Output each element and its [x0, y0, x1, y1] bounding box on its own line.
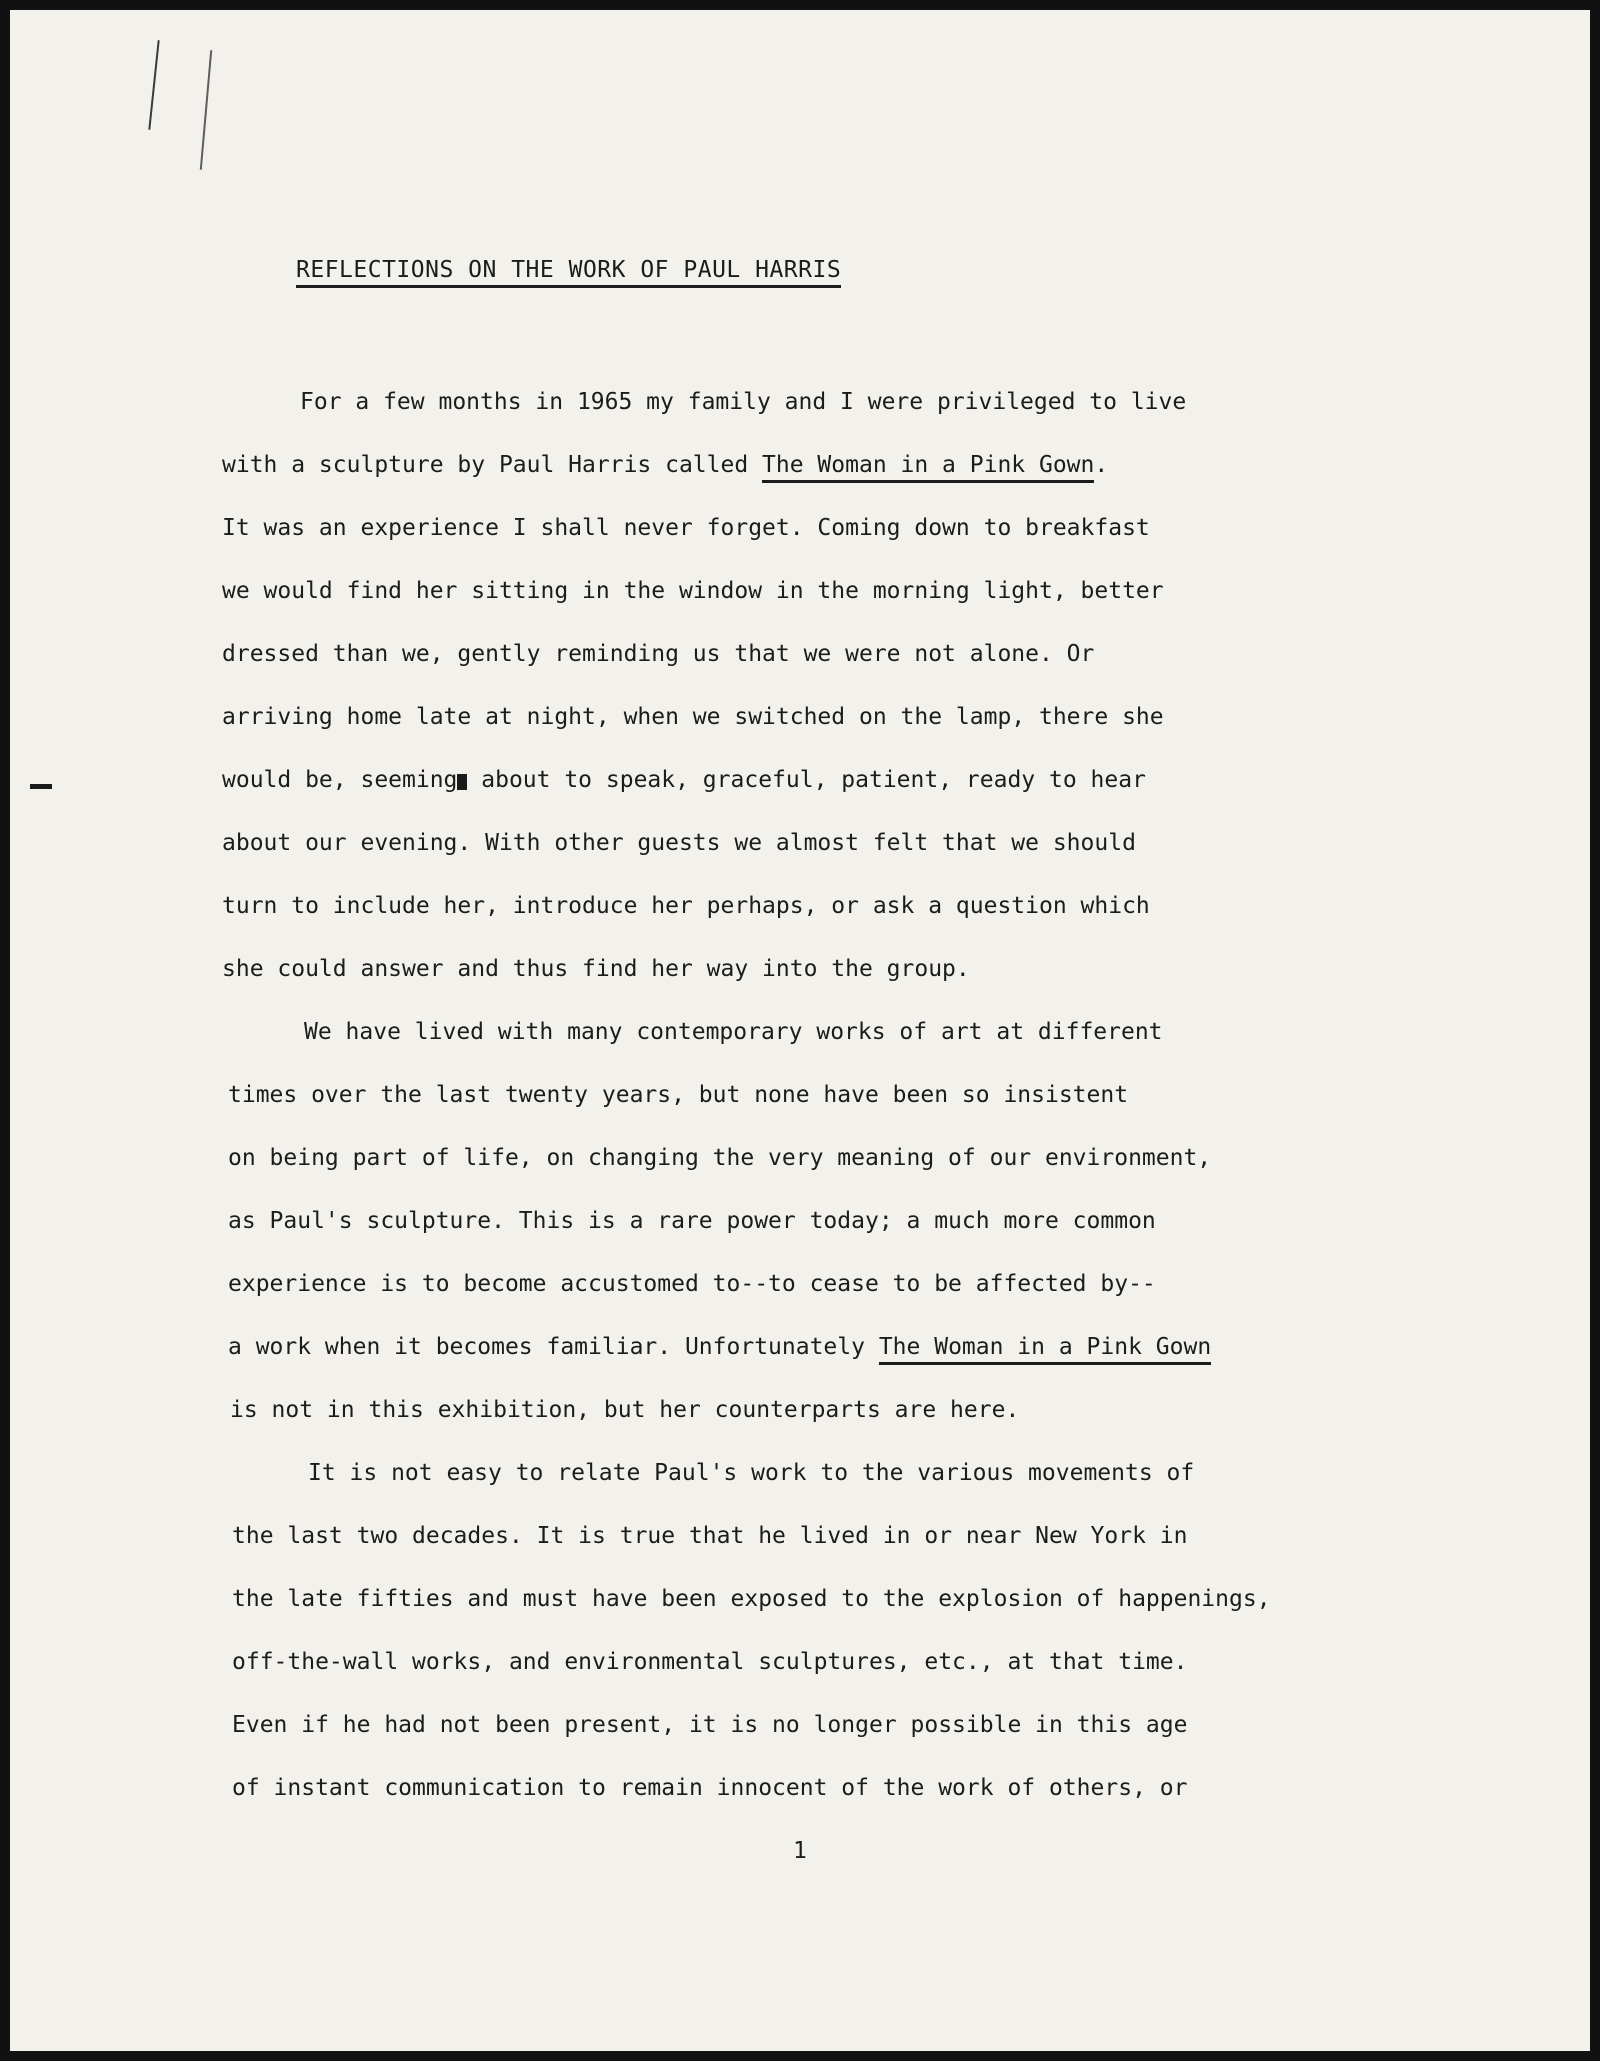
- text-run: .: [1094, 452, 1109, 478]
- text-line: turn to include her, introduce her perhaps, or ask a question which: [222, 893, 1150, 919]
- text-line: It is not easy to relate Paul's work to the various movements of: [308, 1460, 1195, 1486]
- ink-smudge: [457, 774, 467, 790]
- text-line: the last two decades. It is true that he lived in or near New York in: [232, 1523, 1188, 1549]
- document-page: [10, 10, 1590, 2051]
- text-line: we would find her sitting in the window in the morning light, better: [222, 578, 1164, 604]
- text-line: It was an experience I shall never forget. Coming down to breakfast: [222, 515, 1150, 541]
- text-run: a work when it becomes familiar. Unfortunately: [228, 1334, 879, 1360]
- text-run: about to speak, graceful, patient, ready to hear: [467, 767, 1146, 793]
- text-run: would be, seeming: [222, 767, 458, 793]
- text-line: For a few months in 1965 my family and I were privileged to live: [300, 389, 1187, 415]
- text-line: the late fifties and must have been exposed to the explosion of happenings,: [232, 1586, 1271, 1612]
- text-line: of instant communication to remain innocent of the work of others, or: [232, 1775, 1188, 1801]
- text-line: she could answer and thus find her way into the group.: [222, 956, 970, 982]
- pen-mark: [148, 40, 159, 130]
- text-line: [222, 769, 1146, 792]
- pen-mark: [200, 50, 212, 170]
- text-line: off-the-wall works, and environmental sculptures, etc., at that time.: [232, 1649, 1188, 1675]
- text-line: [228, 1336, 1211, 1359]
- text-line: experience is to become accustomed to--to cease to be affected by--: [228, 1271, 1156, 1297]
- text-run: with a sculpture by Paul Harris called: [222, 452, 763, 478]
- document-title: REFLECTIONS ON THE WORK OF PAUL HARRIS: [296, 258, 841, 288]
- text-line: dressed than we, gently reminding us that we were not alone. Or: [222, 641, 1095, 667]
- text-line: as Paul's sculpture. This is a rare power today; a much more common: [228, 1208, 1156, 1234]
- text-line: We have lived with many contemporary works of art at different: [304, 1019, 1163, 1045]
- text-line: [222, 454, 1108, 477]
- page-number: 1: [793, 1838, 807, 1864]
- text-line: on being part of life, on changing the very meaning of our environment,: [228, 1145, 1212, 1171]
- underlined-title: The Woman in a Pink Gown: [762, 452, 1094, 483]
- text-line: about our evening. With other guests we almost felt that we should: [222, 830, 1136, 856]
- margin-mark: [30, 784, 52, 789]
- underlined-title: The Woman in a Pink Gown: [879, 1334, 1211, 1365]
- text-line: is not in this exhibition, but her counterparts are here.: [230, 1397, 1020, 1423]
- text-line: Even if he had not been present, it is no longer possible in this age: [232, 1712, 1188, 1738]
- text-line: times over the last twenty years, but none have been so insistent: [228, 1082, 1129, 1108]
- text-line: arriving home late at night, when we switched on the lamp, there she: [222, 704, 1164, 730]
